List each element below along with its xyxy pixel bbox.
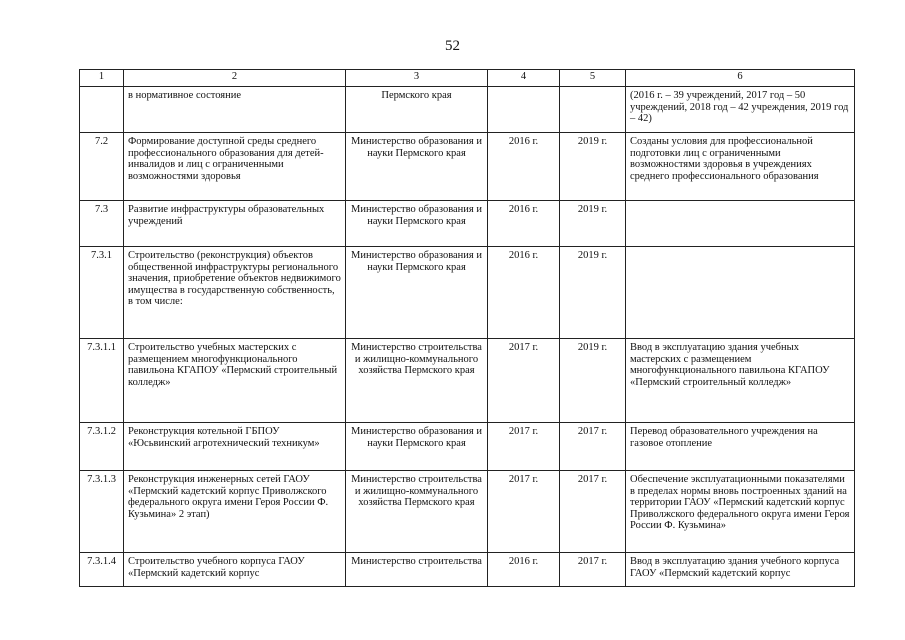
item-end: 2017 г. xyxy=(560,423,626,471)
table-row xyxy=(80,471,855,553)
item-number: 7.3.1.4 xyxy=(80,553,124,587)
item-start: 2016 г. xyxy=(488,247,560,339)
item-start: 2016 г. xyxy=(488,553,560,587)
table-row xyxy=(80,553,855,587)
item-number: 7.3.1.1 xyxy=(80,339,124,423)
item-result: Обеспечение эксплуатационными показателями в пределах нормы вновь построенных зданий на территории ГАОУ «Пермский кадетский корпус Приволжского федерального округа имени Героя России Ф. Кузьмина» xyxy=(626,471,855,553)
item-result: (2016 г. – 39 учреждений, 2017 год – 50 учреждений, 2018 год – 42 учреждения, 2019 год – 42) xyxy=(626,87,855,133)
col-header: 6 xyxy=(626,70,855,87)
item-executor: Министерство строительства xyxy=(346,553,488,587)
item-name: в нормативное состояние xyxy=(124,87,346,133)
program-table xyxy=(79,69,855,587)
table-row xyxy=(80,87,855,133)
item-executor: Министерство образования и науки Пермского края xyxy=(346,247,488,339)
item-number: 7.3 xyxy=(80,201,124,247)
item-executor: Пермского края xyxy=(346,87,488,133)
col-header: 2 xyxy=(124,70,346,87)
item-start xyxy=(488,87,560,133)
item-result: Созданы условия для профессиональной подготовки лиц с ограниченными возможностями здоровья в учреждениях среднего профессионального образования xyxy=(626,133,855,201)
item-executor: Министерство образования и науки Пермского края xyxy=(346,423,488,471)
item-number: 7.3.1.2 xyxy=(80,423,124,471)
item-start: 2017 г. xyxy=(488,423,560,471)
item-end: 2017 г. xyxy=(560,471,626,553)
table-row xyxy=(80,339,855,423)
table-row xyxy=(80,201,855,247)
page-number: 52 xyxy=(445,38,460,54)
item-number: 7.3.1 xyxy=(80,247,124,339)
item-name: Строительство учебных мастерских с размещением многофункционального павильона КГАПОУ «Пермский строительный колледж» xyxy=(124,339,346,423)
item-name: Реконструкция котельной ГБПОУ «Юсьвинский агротехнический техникум» xyxy=(124,423,346,471)
table-row xyxy=(80,133,855,201)
item-executor: Министерство образования и науки Пермского края xyxy=(346,133,488,201)
item-number: 7.2 xyxy=(80,133,124,201)
table-row xyxy=(80,423,855,471)
item-end: 2019 г. xyxy=(560,201,626,247)
item-end: 2017 г. xyxy=(560,553,626,587)
item-end: 2019 г. xyxy=(560,339,626,423)
item-name: Строительство учебного корпуса ГАОУ «Пермский кадетский корпус xyxy=(124,553,346,587)
item-executor: Министерство образования и науки Пермского края xyxy=(346,201,488,247)
item-end xyxy=(560,87,626,133)
item-start: 2017 г. xyxy=(488,339,560,423)
item-end: 2019 г. xyxy=(560,133,626,201)
table-row xyxy=(80,247,855,339)
item-result: Ввод в эксплуатацию здания учебного корпуса ГАОУ «Пермский кадетский корпус xyxy=(626,553,855,587)
col-header: 4 xyxy=(488,70,560,87)
item-result: Перевод образовательного учреждения на газовое отопление xyxy=(626,423,855,471)
col-header: 5 xyxy=(560,70,626,87)
item-result: Ввод в эксплуатацию здания учебных мастерских с размещением многофункционального павильона КГАПОУ «Пермский строительный колледж» xyxy=(626,339,855,423)
item-number: 7.3.1.3 xyxy=(80,471,124,553)
item-name: Развитие инфраструктуры образовательных учреждений xyxy=(124,201,346,247)
item-name: Реконструкция инженерных сетей ГАОУ «Пермский кадетский корпус Приволжского федерального округа имени Героя России Ф. Кузьмина» 2 этап) xyxy=(124,471,346,553)
item-result xyxy=(626,247,855,339)
item-start: 2017 г. xyxy=(488,471,560,553)
item-start: 2016 г. xyxy=(488,201,560,247)
item-end: 2019 г. xyxy=(560,247,626,339)
item-result xyxy=(626,201,855,247)
item-executor: Министерство строительства и жилищно-коммунального хозяйства Пермского края xyxy=(346,339,488,423)
item-number xyxy=(80,87,124,133)
col-header: 1 xyxy=(80,70,124,87)
item-start: 2016 г. xyxy=(488,133,560,201)
col-header: 3 xyxy=(346,70,488,87)
item-name: Формирование доступной среды среднего профессионального образования для детей-инвалидов и лиц с ограниченными возможностями здоровья xyxy=(124,133,346,201)
item-executor: Министерство строительства и жилищно-коммунального хозяйства Пермского края xyxy=(346,471,488,553)
header-row xyxy=(80,70,855,87)
item-name: Строительство (реконструкция) объектов общественной инфраструктуры регионального значения, приобретение объектов недвижимого имущества в государственную собственность, в том числе: xyxy=(124,247,346,339)
